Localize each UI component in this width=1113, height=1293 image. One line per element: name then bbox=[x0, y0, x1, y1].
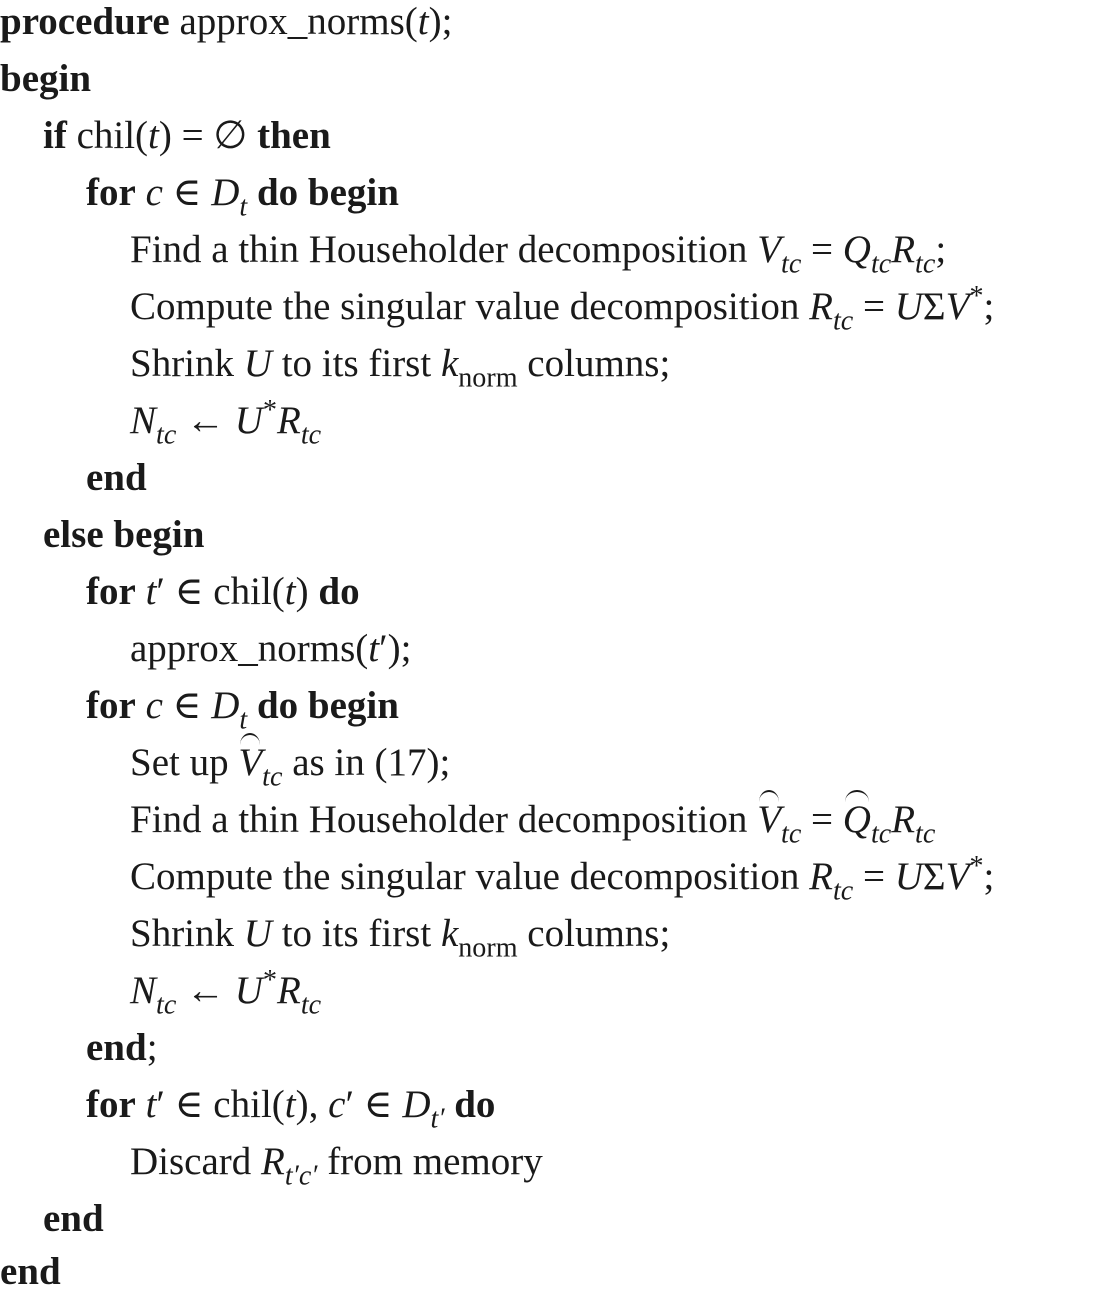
line-discard: Discard $R_{t'c'}$ from memory bbox=[130, 1140, 543, 1192]
keyword-end: end bbox=[86, 456, 147, 499]
keyword-end: end bbox=[0, 1250, 61, 1293]
keyword-for: for bbox=[86, 1083, 136, 1126]
line-else-begin bbox=[43, 515, 204, 554]
keyword-begin: begin bbox=[0, 57, 92, 100]
line-recursive-call: approx_norms(t′); bbox=[130, 627, 412, 670]
line-householder: Find a thin Householder decomposition $V_{tc} = Q_{tc}R_{tc}$; bbox=[130, 228, 947, 280]
line-end-else bbox=[43, 1199, 104, 1238]
line-assign-n: $N_{tc}$ ← $U^*R_{tc}$ bbox=[130, 394, 322, 451]
keyword-do: do bbox=[454, 1083, 496, 1126]
line-svd: Compute the singular value decomposition $R_{tc} = U\Sigma V^*$; bbox=[130, 280, 995, 337]
keyword-end: end bbox=[43, 1197, 104, 1240]
keyword-for: for bbox=[86, 684, 136, 727]
keyword-for: for bbox=[86, 570, 136, 613]
line-svd-internal: Compute the singular value decomposition $R_{tc} = U\Sigma V^*$; bbox=[130, 850, 995, 907]
line-end-for-internal: end; bbox=[86, 1026, 158, 1069]
line-end-for-leaf bbox=[86, 458, 147, 497]
line-if-leaf: if chil(t) = ∅ then bbox=[43, 114, 331, 157]
line-procedure-header: procedure approx_norms(t); bbox=[0, 0, 453, 43]
keyword-procedure: procedure bbox=[0, 0, 170, 43]
line-for-c-internal: for c ∈ $D_t$ do begin bbox=[86, 684, 399, 736]
line-set-up: Set up $V_{tc}$ as in (17); bbox=[130, 741, 451, 793]
keyword-end: end bbox=[86, 1026, 147, 1069]
line-begin bbox=[0, 59, 91, 98]
line-assign-n-internal: $N_{tc}$ ← $U^*R_{tc}$ bbox=[130, 964, 322, 1021]
keyword-else-begin: else begin bbox=[43, 513, 205, 556]
line-for-children: for t′ ∈ chil(t) do bbox=[86, 570, 360, 613]
line-for-c-leaf: for c ∈ $D_t$ do begin bbox=[86, 171, 399, 223]
keyword-for: for bbox=[86, 171, 136, 214]
line-end-procedure bbox=[0, 1252, 61, 1291]
keyword-do-begin: do begin bbox=[256, 684, 399, 727]
keyword-if: if bbox=[43, 114, 67, 157]
line-shrink: Shrink U to its first $k_{norm}$ columns; bbox=[130, 342, 671, 394]
keyword-then: then bbox=[257, 114, 331, 157]
line-for-discard: for t′ ∈ chil(t), c′ ∈ $D_{t'}$ do bbox=[86, 1083, 496, 1135]
line-shrink-internal: Shrink U to its first $k_{norm}$ columns; bbox=[130, 912, 671, 964]
line-householder-hat: Find a thin Householder decomposition $V_{tc} = Q_{tc}R_{tc}$ bbox=[130, 798, 936, 850]
keyword-do-begin: do begin bbox=[256, 171, 399, 214]
keyword-do: do bbox=[318, 570, 360, 613]
